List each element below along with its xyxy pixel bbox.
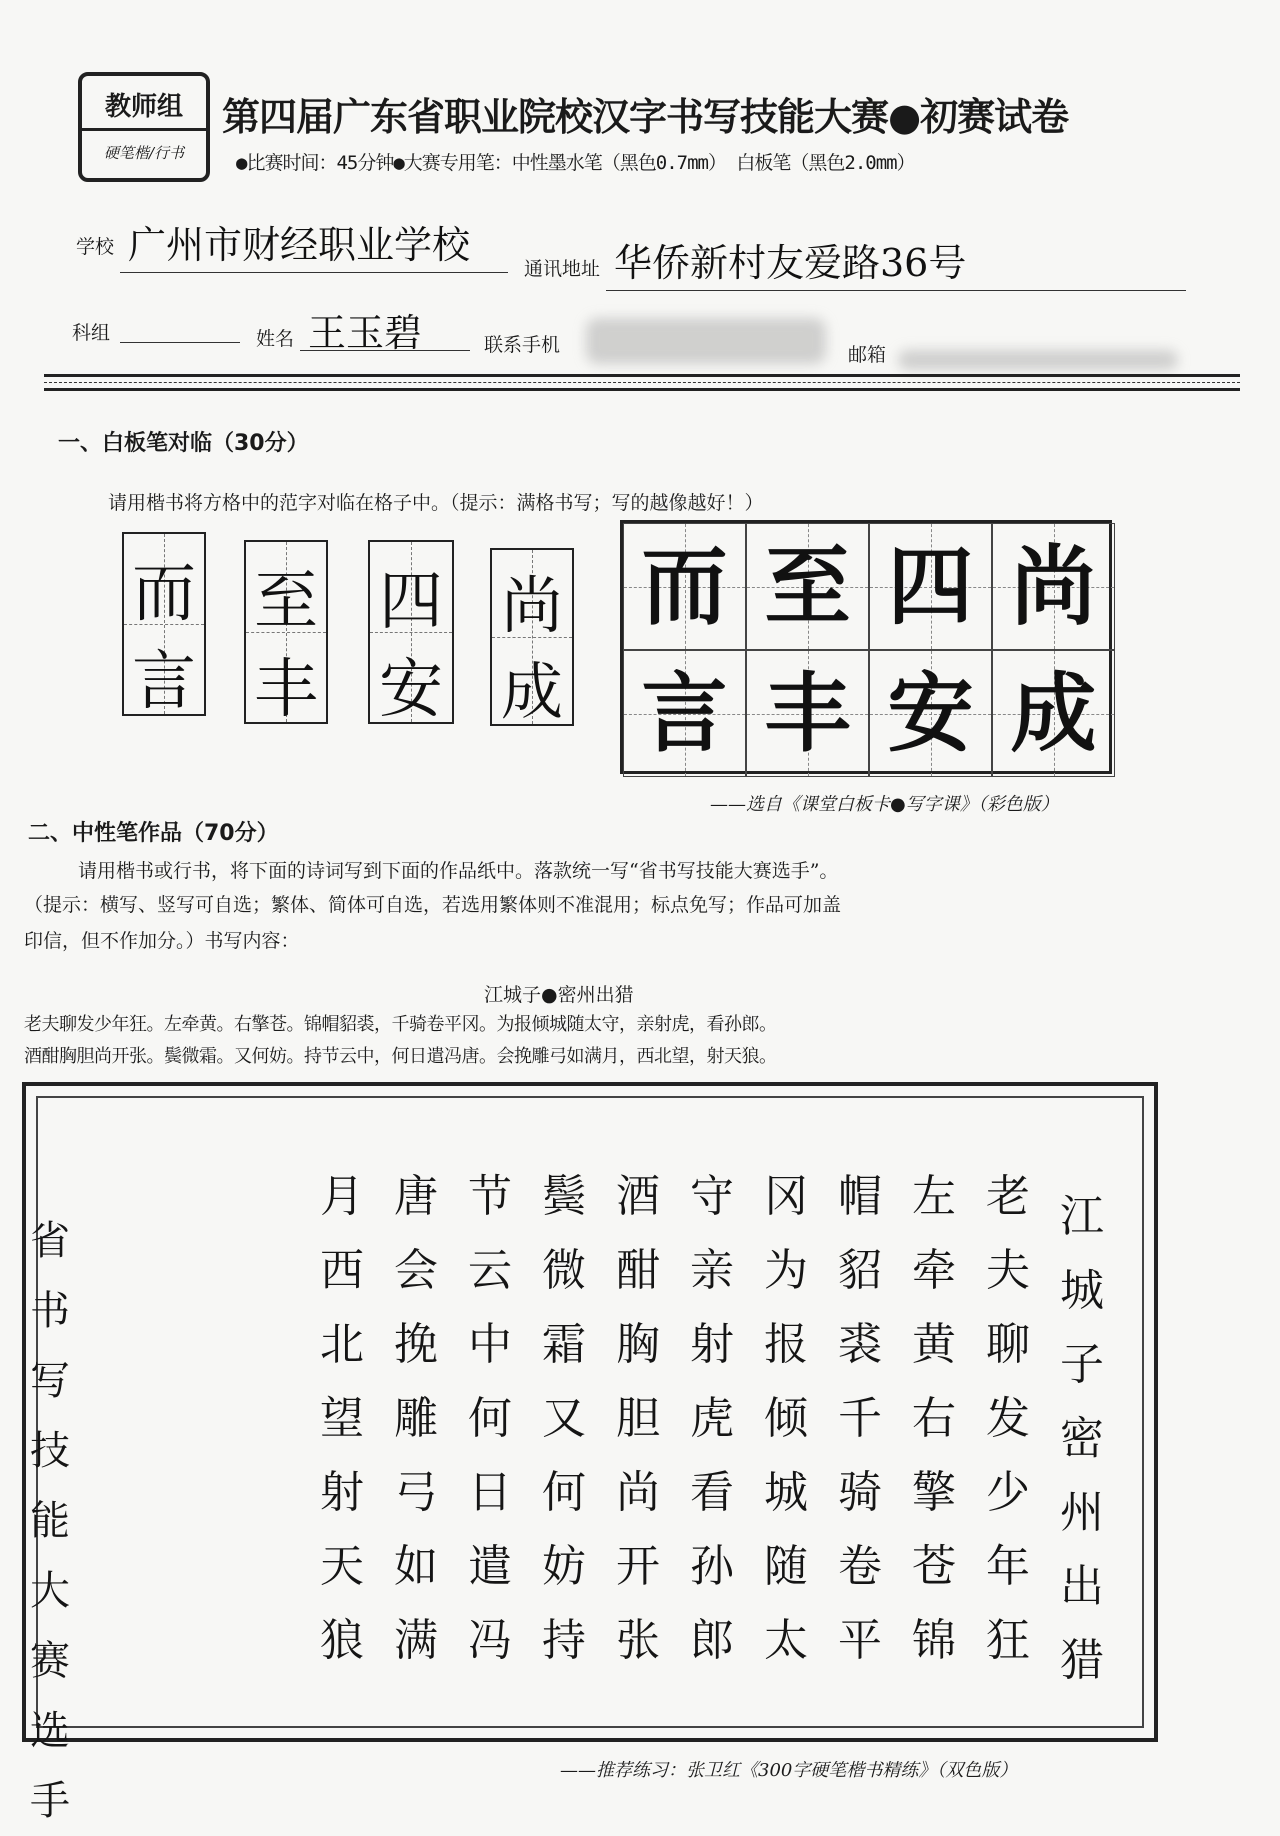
work-char: 弓 <box>394 1467 438 1518</box>
poem-line: 酒酣胸胆尚开张。鬓微霜。又何妨。持节云中，何日遣冯唐。会挽雕弓如满月，西北望，射天狼。 <box>24 1046 777 1067</box>
signature-char: 省 <box>30 1218 70 1264</box>
work-char: 冈 <box>764 1171 808 1222</box>
work-char: 城 <box>764 1467 808 1518</box>
work-char: 太 <box>764 1615 808 1666</box>
work-char: 北 <box>320 1319 364 1370</box>
work-column <box>902 1160 966 1678</box>
group-title: 教师组 <box>104 92 183 122</box>
work-char: 虎 <box>690 1393 734 1444</box>
section2-instruction-2: （提示：横写、竖写可自选；繁体、简体可自选，若选用繁体则不准混用；标点免写；作品可加盖 <box>24 894 842 916</box>
work-char: 猎 <box>1060 1635 1104 1686</box>
work-char: 千 <box>838 1393 882 1444</box>
section1-credit: ——选自《课堂白板卡●写字课》（彩色版） <box>710 794 1059 815</box>
work-char: 张 <box>616 1615 660 1666</box>
phone-redacted <box>586 318 826 364</box>
model-grid <box>620 520 1112 774</box>
school-label: 学校 <box>76 236 115 258</box>
work-char: 孙 <box>690 1541 734 1592</box>
work-column <box>754 1160 818 1678</box>
signature-char: 手 <box>30 1778 70 1824</box>
work-char: 狼 <box>320 1615 364 1666</box>
work-char: 锦 <box>912 1615 956 1666</box>
work-char: 牵 <box>912 1245 956 1296</box>
work-char: 年 <box>986 1541 1030 1592</box>
practice-cell-1[interactable] <box>122 532 206 719</box>
work-char: 密 <box>1060 1413 1104 1464</box>
work-char: 平 <box>838 1615 882 1666</box>
model-cell <box>623 650 746 777</box>
practice-cell-2[interactable] <box>244 540 328 727</box>
work-char: 鬓 <box>542 1171 586 1222</box>
work-char: 看 <box>690 1467 734 1518</box>
model-char: 而 <box>641 537 728 637</box>
practice-cell-4[interactable] <box>490 548 574 726</box>
work-char: 江 <box>1060 1191 1104 1242</box>
work-char: 胆 <box>616 1393 660 1444</box>
work-char: 城 <box>1060 1265 1104 1316</box>
work-title-column <box>1050 1180 1114 1698</box>
section2-credit: ——推荐练习：张卫红《300字硬笔楷书精练》（双色版） <box>560 1760 1018 1781</box>
work-char: 日 <box>468 1467 512 1518</box>
signature-char: 技 <box>30 1428 70 1474</box>
work-char: 如 <box>394 1541 438 1592</box>
work-char: 右 <box>912 1393 956 1444</box>
work-char: 云 <box>468 1245 512 1296</box>
exam-title: 第四届广东省职业院校汉字书写技能大赛●初赛试卷 <box>222 95 1069 139</box>
model-cell <box>623 523 746 650</box>
phone-label: 联系手机 <box>484 334 561 356</box>
school-value[interactable]: 广州市财经职业学校 <box>128 223 471 267</box>
work-char: 酒 <box>616 1171 660 1222</box>
work-char: 尚 <box>616 1467 660 1518</box>
work-char: 出 <box>1060 1561 1104 1612</box>
work-column <box>680 1160 744 1678</box>
practice-char: 而 <box>132 557 196 631</box>
divider-bottom <box>44 388 1240 391</box>
practice-char: 至 <box>254 565 318 639</box>
model-char: 尚 <box>1010 537 1097 637</box>
work-char: 州 <box>1060 1487 1104 1538</box>
address-value[interactable]: 华侨新村友爱路36号 <box>614 241 967 285</box>
signature-char: 书 <box>30 1288 70 1334</box>
poem-line: 老夫聊发少年狂。左牵黄。右擎苍。锦帽貂裘，千骑卷平冈。为报倾城随太守，亲射虎，看孙郎。 <box>24 1014 777 1035</box>
postcode-label: 邮箱 <box>848 344 887 366</box>
work-char: 微 <box>542 1245 586 1296</box>
work-char: 擎 <box>912 1467 956 1518</box>
model-char: 丰 <box>764 664 851 764</box>
model-char: 至 <box>764 537 851 637</box>
work-char: 夫 <box>986 1245 1030 1296</box>
work-char: 唐 <box>394 1171 438 1222</box>
work-column <box>458 1160 522 1678</box>
work-char: 遣 <box>468 1541 512 1592</box>
work-char: 郎 <box>690 1615 734 1666</box>
model-cell <box>992 523 1115 650</box>
work-char: 月 <box>320 1171 364 1222</box>
practice-cell-3[interactable] <box>368 540 454 727</box>
work-char: 报 <box>764 1319 808 1370</box>
work-char: 左 <box>912 1171 956 1222</box>
name-value[interactable]: 王玉碧 <box>308 311 423 355</box>
work-char: 骑 <box>838 1467 882 1518</box>
practice-char: 尚 <box>500 569 563 642</box>
model-char: 成 <box>1010 664 1097 764</box>
work-char: 裘 <box>838 1319 882 1370</box>
work-char: 霜 <box>542 1319 586 1370</box>
work-char: 冯 <box>468 1615 512 1666</box>
work-char: 中 <box>468 1319 512 1370</box>
practice-char: 安 <box>379 653 443 727</box>
work-char: 狂 <box>986 1615 1030 1666</box>
subject-label: 科组 <box>72 322 111 344</box>
group-divider <box>82 128 206 131</box>
work-char: 西 <box>320 1245 364 1296</box>
signature-char: 能 <box>30 1498 70 1544</box>
work-char: 酣 <box>616 1245 660 1296</box>
practice-char: 丰 <box>254 653 318 727</box>
model-cell <box>746 650 869 777</box>
signature-column <box>22 1206 78 1836</box>
exam-meta: ●比赛时间：45分钟●大赛专用笔：中性墨水笔（黑色0.7mm） 白板笔（黑色2.0mm） <box>236 152 915 174</box>
practice-char: 四 <box>379 565 443 639</box>
work-column <box>384 1160 448 1678</box>
school-underline <box>120 272 508 273</box>
work-column <box>310 1160 374 1678</box>
work-char: 少 <box>986 1467 1030 1518</box>
practice-char: 成 <box>500 655 563 728</box>
work-char: 随 <box>764 1541 808 1592</box>
work-char: 会 <box>394 1245 438 1296</box>
model-cell <box>869 523 992 650</box>
work-char: 为 <box>764 1245 808 1296</box>
work-char: 挽 <box>394 1319 438 1370</box>
name-underline <box>300 350 470 351</box>
divider-middle <box>44 382 1240 383</box>
poem-title: 江城子●密州出猎 <box>484 984 634 1006</box>
work-char: 守 <box>690 1171 734 1222</box>
work-char: 老 <box>986 1171 1030 1222</box>
work-char: 黄 <box>912 1319 956 1370</box>
section2-title: 二、中性笔作品（70分） <box>28 821 279 846</box>
section1-instruction: 请用楷书将方格中的范字对临在格子中。（提示：满格书写；写的越像越好！） <box>108 492 764 514</box>
section2-instruction-1: 请用楷书或行书，将下面的诗词写到下面的作品纸中。落款统一写“省书写技能大赛选手”。 <box>78 860 839 882</box>
section1-title: 一、白板笔对临（30分） <box>58 431 309 456</box>
work-column <box>532 1160 596 1678</box>
signature-char: 写 <box>30 1358 70 1404</box>
work-char: 天 <box>320 1541 364 1592</box>
work-char: 何 <box>468 1393 512 1444</box>
work-char: 苍 <box>912 1541 956 1592</box>
work-char: 射 <box>320 1467 364 1518</box>
work-column <box>606 1160 670 1678</box>
work-char: 持 <box>542 1615 586 1666</box>
work-char: 子 <box>1060 1339 1104 1390</box>
model-cell <box>992 650 1115 777</box>
work-char: 卷 <box>838 1541 882 1592</box>
group-subtitle: 硬笔楷/行书 <box>103 144 185 162</box>
work-char: 发 <box>986 1393 1030 1444</box>
section2-instruction-3: 印信，但不作加分。）书写内容： <box>24 930 300 952</box>
signature-char: 赛 <box>30 1638 70 1684</box>
address-underline <box>606 290 1186 291</box>
signature-char: 选 <box>30 1708 70 1754</box>
work-column <box>976 1160 1040 1678</box>
model-char: 言 <box>641 664 728 764</box>
work-char: 又 <box>542 1393 586 1444</box>
work-char: 倾 <box>764 1393 808 1444</box>
signature-char: 大 <box>30 1568 70 1614</box>
work-char: 雕 <box>394 1393 438 1444</box>
work-char: 貂 <box>838 1245 882 1296</box>
work-char: 何 <box>542 1467 586 1518</box>
work-char: 满 <box>394 1615 438 1666</box>
divider-top <box>44 374 1240 377</box>
subject-underline[interactable] <box>120 342 240 343</box>
work-char: 帽 <box>838 1171 882 1222</box>
model-char: 安 <box>887 664 974 764</box>
model-cell <box>869 650 992 777</box>
work-char: 亲 <box>690 1245 734 1296</box>
name-label: 姓名 <box>256 328 295 350</box>
work-char: 聊 <box>986 1319 1030 1370</box>
work-char: 节 <box>468 1171 512 1222</box>
work-char: 开 <box>616 1541 660 1592</box>
address-label: 通讯地址 <box>524 258 601 280</box>
model-char: 四 <box>887 537 974 637</box>
model-cell <box>746 523 869 650</box>
work-column <box>828 1160 892 1678</box>
work-char: 妨 <box>542 1541 586 1592</box>
work-char: 射 <box>690 1319 734 1370</box>
postcode-redacted <box>898 350 1178 370</box>
practice-char: 言 <box>132 645 196 719</box>
work-char: 望 <box>320 1393 364 1444</box>
work-char: 胸 <box>616 1319 660 1370</box>
